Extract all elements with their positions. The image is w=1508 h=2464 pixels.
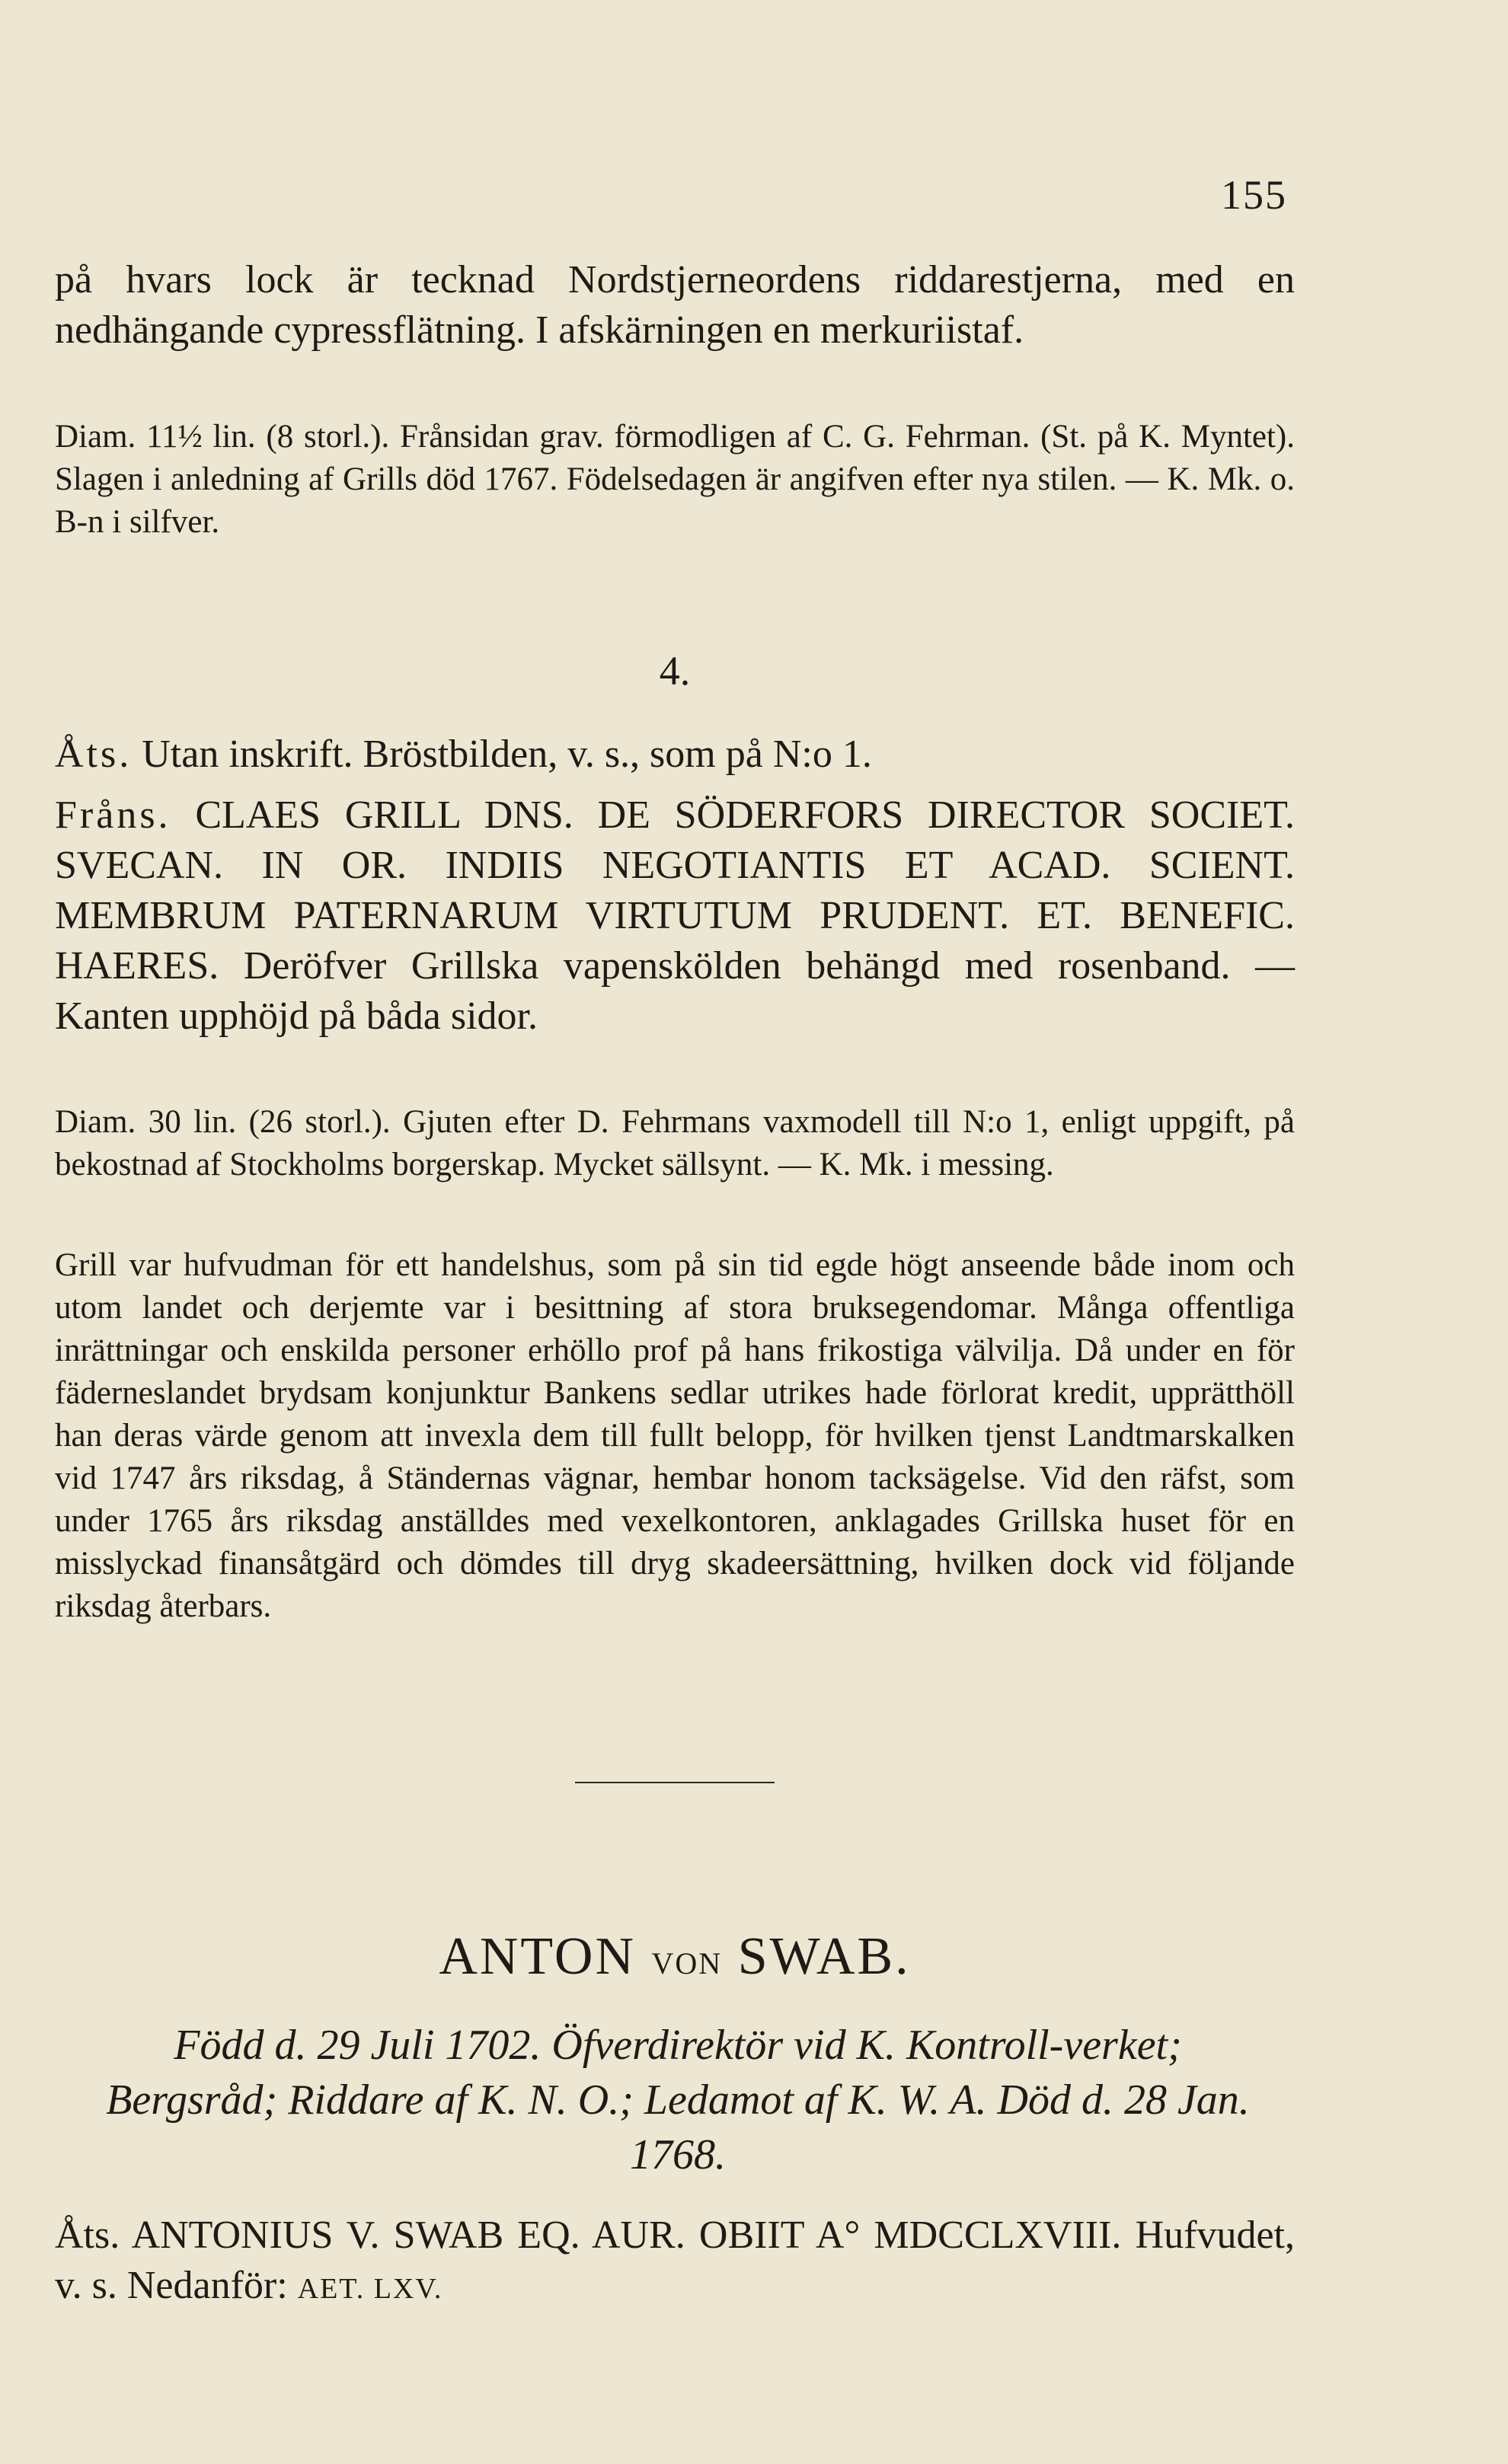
paragraph-diameter-note: Diam. 11½ lin. (8 storl.). Frånsidan grav. förmodligen af C. G. Fehrman. (St. på K. Myntet). Slagen i anledning af Grills död 1767. Födelsedagen är angifven efter nya stilen. — K. Mk. o. B-n i silfver. — [55, 419, 1295, 540]
swab-obverse-text: Hufvudet, v. s. Nedanför: — [55, 2213, 1295, 2307]
biography-summary: Född d. 29 Juli 1702. Öfverdirektör vid K. Kontroll-verket; Bergsråd; Riddare af K. N. O.; Ledamot af K. W. A. Död d. 28 Jan. 1768. — [106, 2022, 1250, 2178]
section-number: 4. — [659, 648, 691, 694]
paragraph-obverse — [55, 729, 1295, 780]
swab-obverse-aet: AET. LXV. — [297, 2273, 443, 2305]
obverse-label: Åts. — [55, 732, 133, 776]
person-heading — [55, 1926, 1295, 1987]
swab-obverse-legend: ANTONIUS V. SWAB EQ. AUR. OBIIT A° MDCCLXVIII. — [131, 2213, 1122, 2257]
swab-obverse-label: Åts. — [55, 2213, 120, 2257]
obverse-text: Utan inskrift. Bröstbilden, v. s., som på N:o 1. — [142, 732, 872, 776]
paragraph-medal-description-end: på hvars lock är tecknad Nordstjerneordens riddarestjerna, med en nedhängande cypressflätning. I afskärningen en merkuriistaf. — [55, 258, 1295, 352]
reverse-text: CLAES GRILL DNS. DE SÖDERFORS DIRECTOR SOCIET. SVECAN. IN OR. INDIIS NEGOTIANTIS ET ACAD. SCIENT. MEMBRUM PATERNARUM VIRTUTUM PRUDENT. ET. BENEFIC. HAERES. Deröfver Grillska vapenskölden behängd med rosenband. — Kanten upphöjd på båda sidor. — [55, 793, 1295, 1038]
heading-first-name: ANTON — [439, 1927, 637, 1986]
reverse-label: Fråns. — [55, 793, 171, 837]
heading-von: VON — [651, 1946, 723, 1980]
heading-last-name: SWAB. — [737, 1927, 911, 1986]
paragraph-biography-grill: Grill var hufvudman för ett handelshus, som på sin tid egde högt anseende både inom och utom landet och derjemte var i besittning af stora bruksegendomar. Många offentliga inrättningar och enskilda personer erhöllo prof på hans frikostiga välvilja. Då under en för fäderneslandet brydsam konjunktur Bankens sedlar utrikes hade förlorat kredit, upprätthöll han deras värde genom att invexla dem till fullt belopp, för hvilken tjenst Landtmarskalken vid 1747 års riksdag, å Ständernas vägnar, hembar honom tacksägelse. Vid den räfst, som under 1765 års riksdag anställdes med vexelkontoren, anklagades Grillska huset för en misslyckad finansåtgärd och dömdes till dryg skadeersättning, hvilken dock vid följande riksdag återbars. — [55, 1247, 1295, 1624]
paragraph-swab-obverse — [55, 2210, 1295, 2314]
paragraph-reverse — [55, 790, 1295, 1042]
paragraph-casting-note: Diam. 30 lin. (26 storl.). Gjuten efter D. Fehrmans vaxmodell till N:o 1, enligt uppgift, på bekostnad af Stockholms borgerskap. Mycket sällsynt. — K. Mk. i messing. — [55, 1104, 1295, 1183]
page-number: 155 — [1221, 172, 1287, 218]
section-divider — [575, 1782, 775, 1783]
